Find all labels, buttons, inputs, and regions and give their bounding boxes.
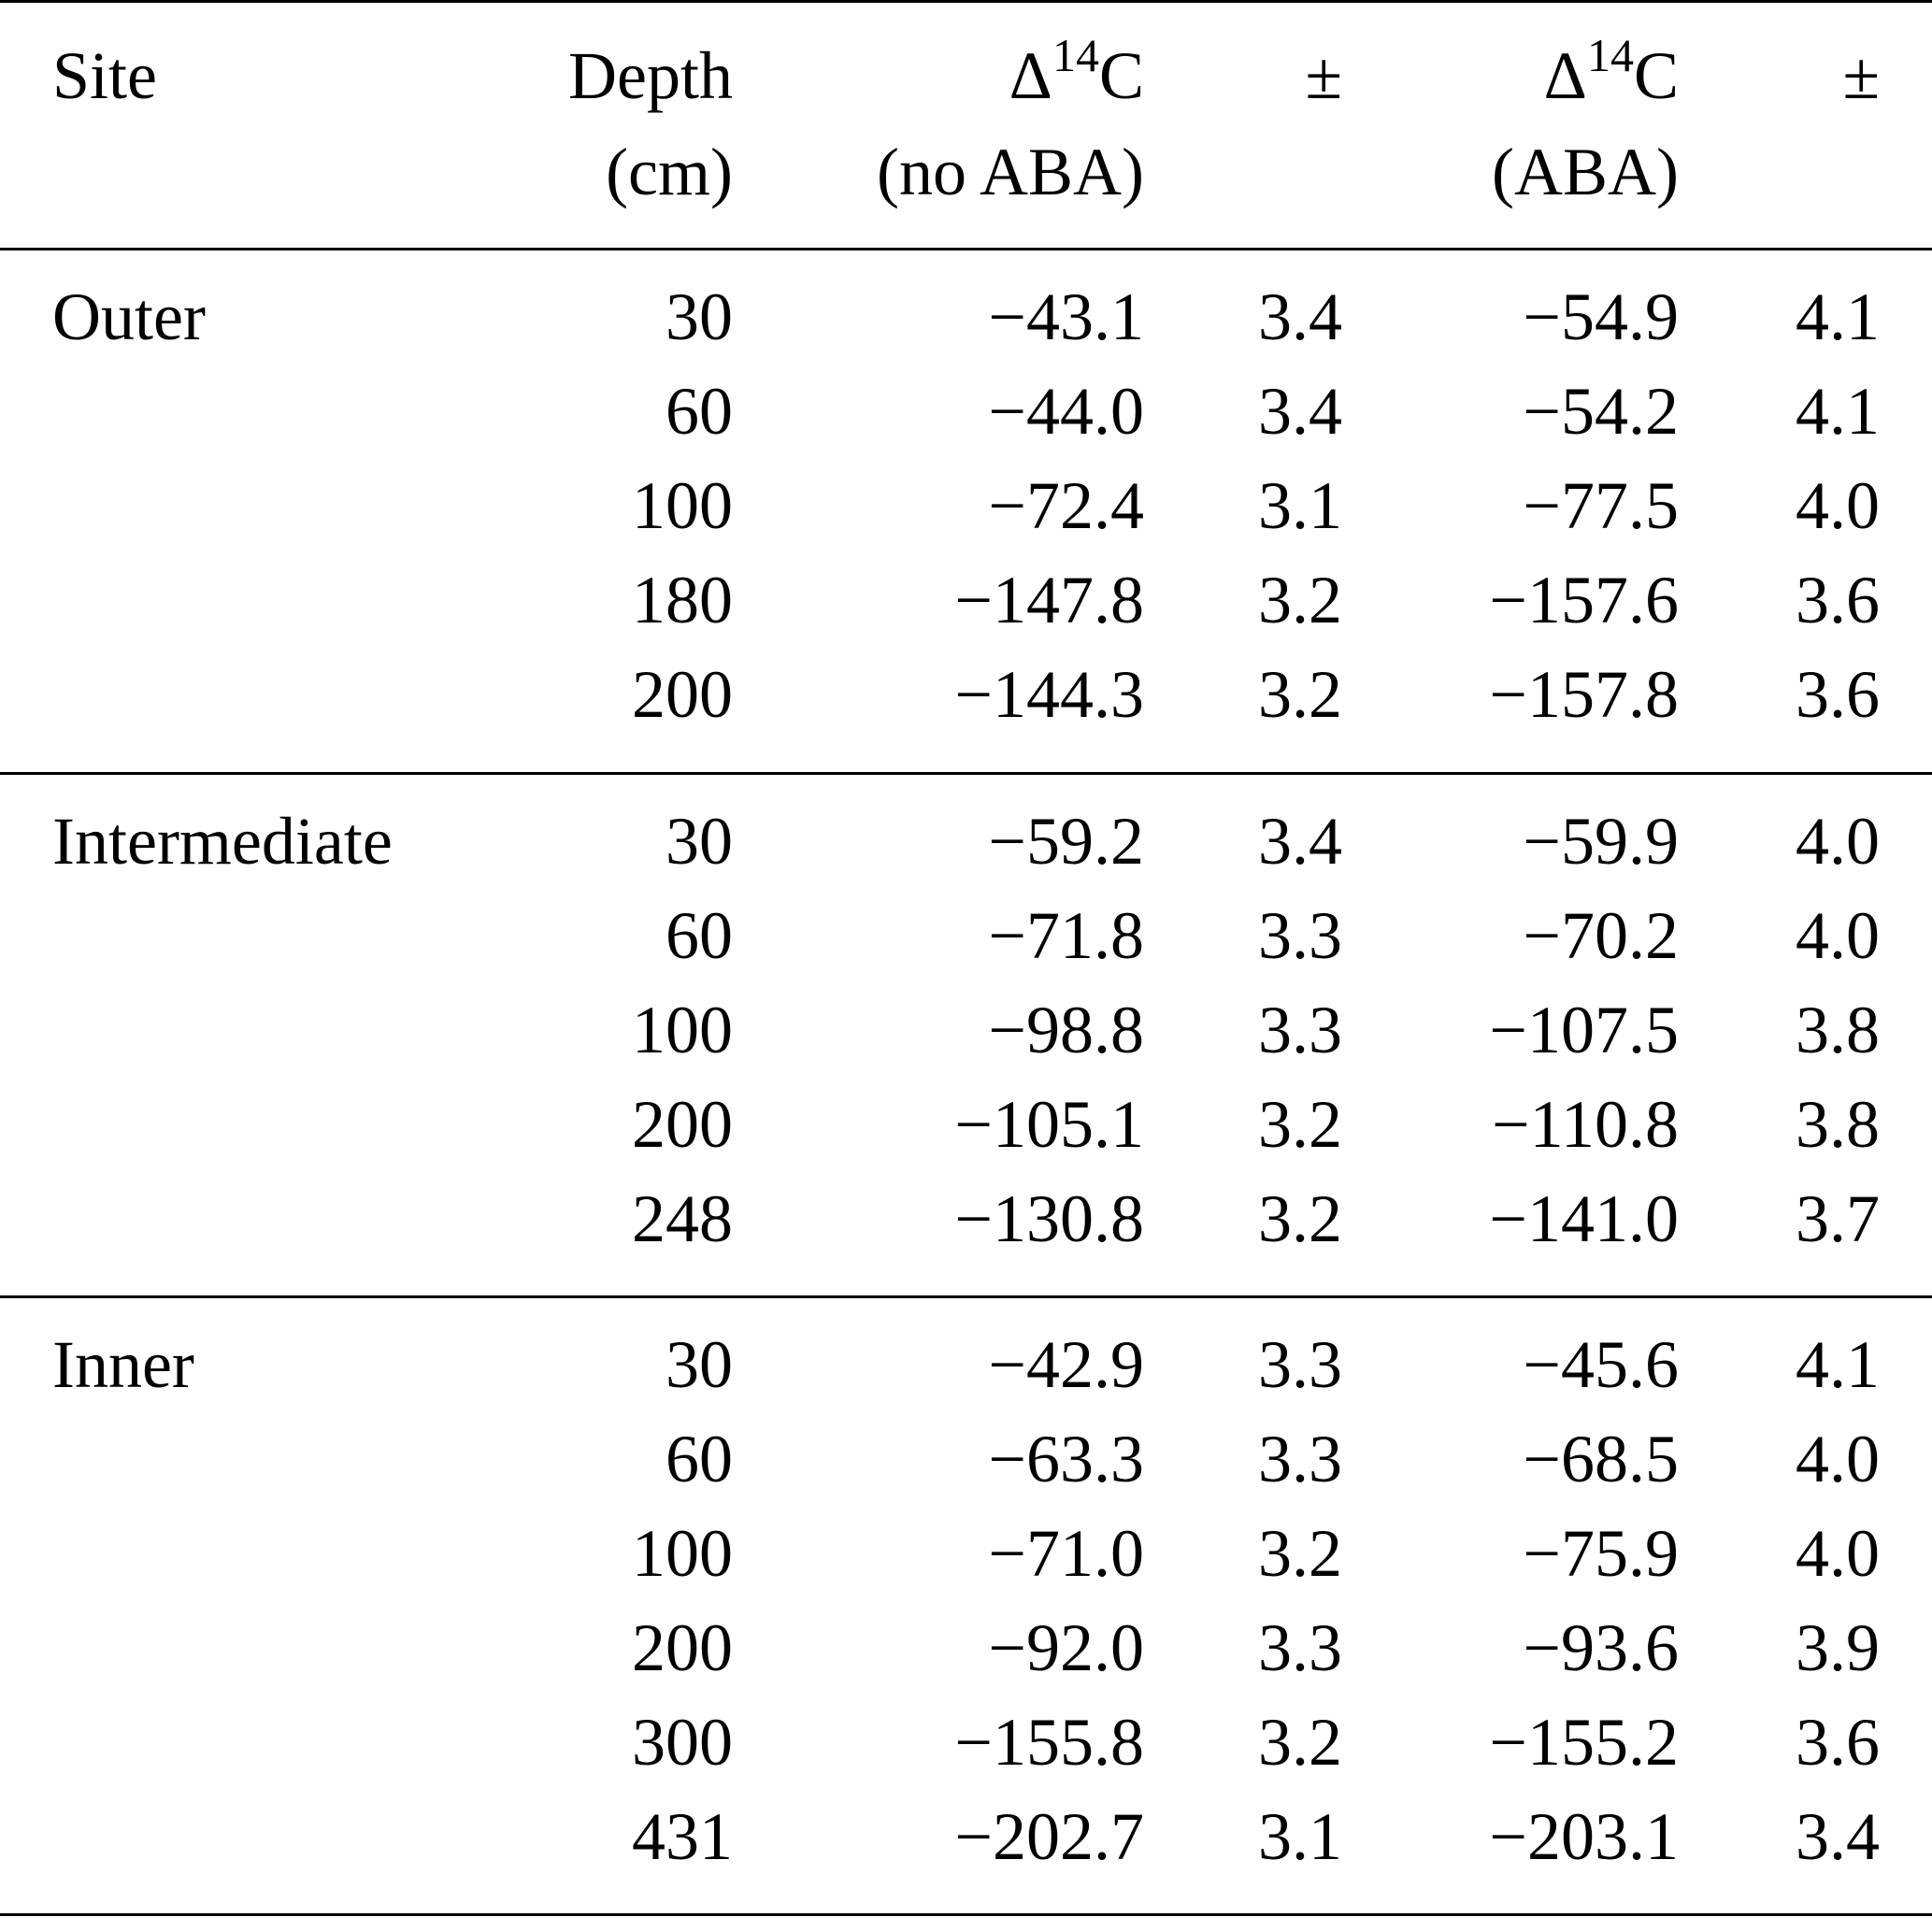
delta-aba-cell: −75.9 (1523, 1516, 1679, 1591)
delta-superscript: 14 (1052, 29, 1099, 81)
error-aba-cell: 3.6 (1796, 563, 1880, 637)
error-aba-cell: 3.6 (1796, 1705, 1880, 1780)
error-no-aba-cell: 3.2 (1258, 1516, 1342, 1591)
error-aba-cell: 3.9 (1796, 1610, 1880, 1685)
depth-cell: 100 (632, 993, 733, 1067)
delta-no-aba-cell: −144.3 (954, 657, 1144, 732)
delta-aba-cell: −203.1 (1489, 1799, 1679, 1874)
error-no-aba-cell: 3.2 (1258, 1087, 1342, 1162)
header-no-aba-label: (no ABA) (877, 135, 1144, 209)
delta-aba-cell: −45.6 (1523, 1327, 1679, 1402)
delta-no-aba-cell: −155.8 (954, 1705, 1144, 1780)
delta-element: C (1098, 38, 1144, 113)
delta-aba-cell: −155.2 (1489, 1705, 1679, 1780)
error-aba-cell: 3.6 (1796, 657, 1880, 732)
delta-aba-cell: −141.0 (1489, 1181, 1679, 1256)
bottom-rule (0, 1913, 1932, 1916)
error-no-aba-cell: 3.3 (1258, 1422, 1342, 1496)
error-aba-cell: 4.1 (1796, 1327, 1880, 1402)
delta-aba-cell: −77.5 (1523, 468, 1679, 543)
delta-no-aba-cell: −44.0 (988, 374, 1144, 449)
depth-cell: 431 (632, 1799, 733, 1874)
delta-symbol: Δ (1543, 38, 1587, 113)
error-aba-cell: 4.0 (1796, 898, 1880, 973)
delta-no-aba-cell: −72.4 (988, 468, 1144, 543)
error-aba-cell: 4.1 (1796, 279, 1880, 354)
error-no-aba-cell: 3.2 (1258, 657, 1342, 732)
delta-aba-cell: −68.5 (1523, 1422, 1679, 1496)
group-divider-1 (0, 772, 1932, 775)
delta-no-aba-cell: −98.8 (988, 993, 1144, 1067)
header-pm-1: ± (1305, 38, 1342, 113)
delta-symbol: Δ (1009, 38, 1052, 113)
depth-cell: 300 (632, 1705, 733, 1780)
header-depth: Depth (568, 38, 733, 113)
depth-cell: 100 (632, 1516, 733, 1591)
error-aba-cell: 3.8 (1796, 1087, 1880, 1162)
error-aba-cell: 3.7 (1796, 1181, 1880, 1256)
header-delta-aba (1543, 29, 1679, 113)
depth-cell: 60 (665, 898, 733, 973)
delta-aba-cell: −93.6 (1523, 1610, 1679, 1685)
delta-aba-cell: −107.5 (1489, 993, 1679, 1067)
error-aba-cell: 4.0 (1796, 1422, 1880, 1496)
delta-aba-cell: −54.2 (1523, 374, 1679, 449)
depth-cell: 200 (632, 1087, 733, 1162)
depth-cell: 30 (665, 1327, 733, 1402)
site-label: Inner (52, 1327, 194, 1402)
error-no-aba-cell: 3.2 (1258, 563, 1342, 637)
delta-aba-cell: −59.9 (1523, 804, 1679, 879)
error-aba-cell: 4.1 (1796, 374, 1880, 449)
top-rule (0, 0, 1932, 3)
delta-no-aba-cell: −59.2 (988, 804, 1144, 879)
error-no-aba-cell: 3.4 (1258, 279, 1342, 354)
header-rule (0, 248, 1932, 250)
depth-cell: 200 (632, 1610, 733, 1685)
delta-aba-cell: −157.6 (1489, 563, 1679, 637)
depth-cell: 30 (665, 804, 733, 879)
delta-aba-cell: −54.9 (1523, 279, 1679, 354)
delta-aba-cell: −110.8 (1492, 1087, 1679, 1162)
error-no-aba-cell: 3.1 (1258, 468, 1342, 543)
delta-element: C (1633, 38, 1679, 113)
site-label: Outer (52, 279, 206, 354)
error-no-aba-cell: 3.2 (1258, 1705, 1342, 1780)
depth-cell: 60 (665, 374, 733, 449)
error-no-aba-cell: 3.3 (1258, 1610, 1342, 1685)
delta-no-aba-cell: −43.1 (988, 279, 1144, 354)
delta-no-aba-cell: −147.8 (954, 563, 1144, 637)
delta-no-aba-cell: −105.1 (954, 1087, 1144, 1162)
error-no-aba-cell: 3.4 (1258, 804, 1342, 879)
delta-no-aba-cell: −71.0 (988, 1516, 1144, 1591)
delta-aba-cell: −157.8 (1489, 657, 1679, 732)
header-depth-unit: (cm) (606, 135, 733, 209)
header-aba-label: (ABA) (1492, 135, 1679, 209)
delta-no-aba-cell: −202.7 (954, 1799, 1144, 1874)
depth-cell: 248 (632, 1181, 733, 1256)
error-aba-cell: 3.8 (1796, 993, 1880, 1067)
header-delta-no-aba (1009, 29, 1144, 113)
depth-cell: 60 (665, 1422, 733, 1496)
delta-aba-cell: −70.2 (1523, 898, 1679, 973)
delta-no-aba-cell: −71.8 (988, 898, 1144, 973)
delta-no-aba-cell: −130.8 (954, 1181, 1144, 1256)
delta-superscript: 14 (1586, 29, 1634, 81)
error-aba-cell: 4.0 (1796, 804, 1880, 879)
group-divider-2 (0, 1295, 1932, 1298)
error-no-aba-cell: 3.3 (1258, 1327, 1342, 1402)
depth-cell: 200 (632, 657, 733, 732)
error-no-aba-cell: 3.2 (1258, 1181, 1342, 1256)
error-aba-cell: 4.0 (1796, 468, 1880, 543)
error-no-aba-cell: 3.3 (1258, 993, 1342, 1067)
delta-no-aba-cell: −92.0 (988, 1610, 1144, 1685)
header-pm-2: ± (1842, 38, 1880, 113)
depth-cell: 100 (632, 468, 733, 543)
site-label: Intermediate (52, 804, 393, 879)
error-aba-cell: 4.0 (1796, 1516, 1880, 1591)
depth-cell: 30 (665, 279, 733, 354)
delta-no-aba-cell: −42.9 (988, 1327, 1144, 1402)
error-no-aba-cell: 3.3 (1258, 898, 1342, 973)
error-aba-cell: 3.4 (1796, 1799, 1880, 1874)
error-no-aba-cell: 3.4 (1258, 374, 1342, 449)
header-site: Site (52, 38, 158, 113)
delta-no-aba-cell: −63.3 (988, 1422, 1144, 1496)
error-no-aba-cell: 3.1 (1258, 1799, 1342, 1874)
depth-cell: 180 (632, 563, 733, 637)
